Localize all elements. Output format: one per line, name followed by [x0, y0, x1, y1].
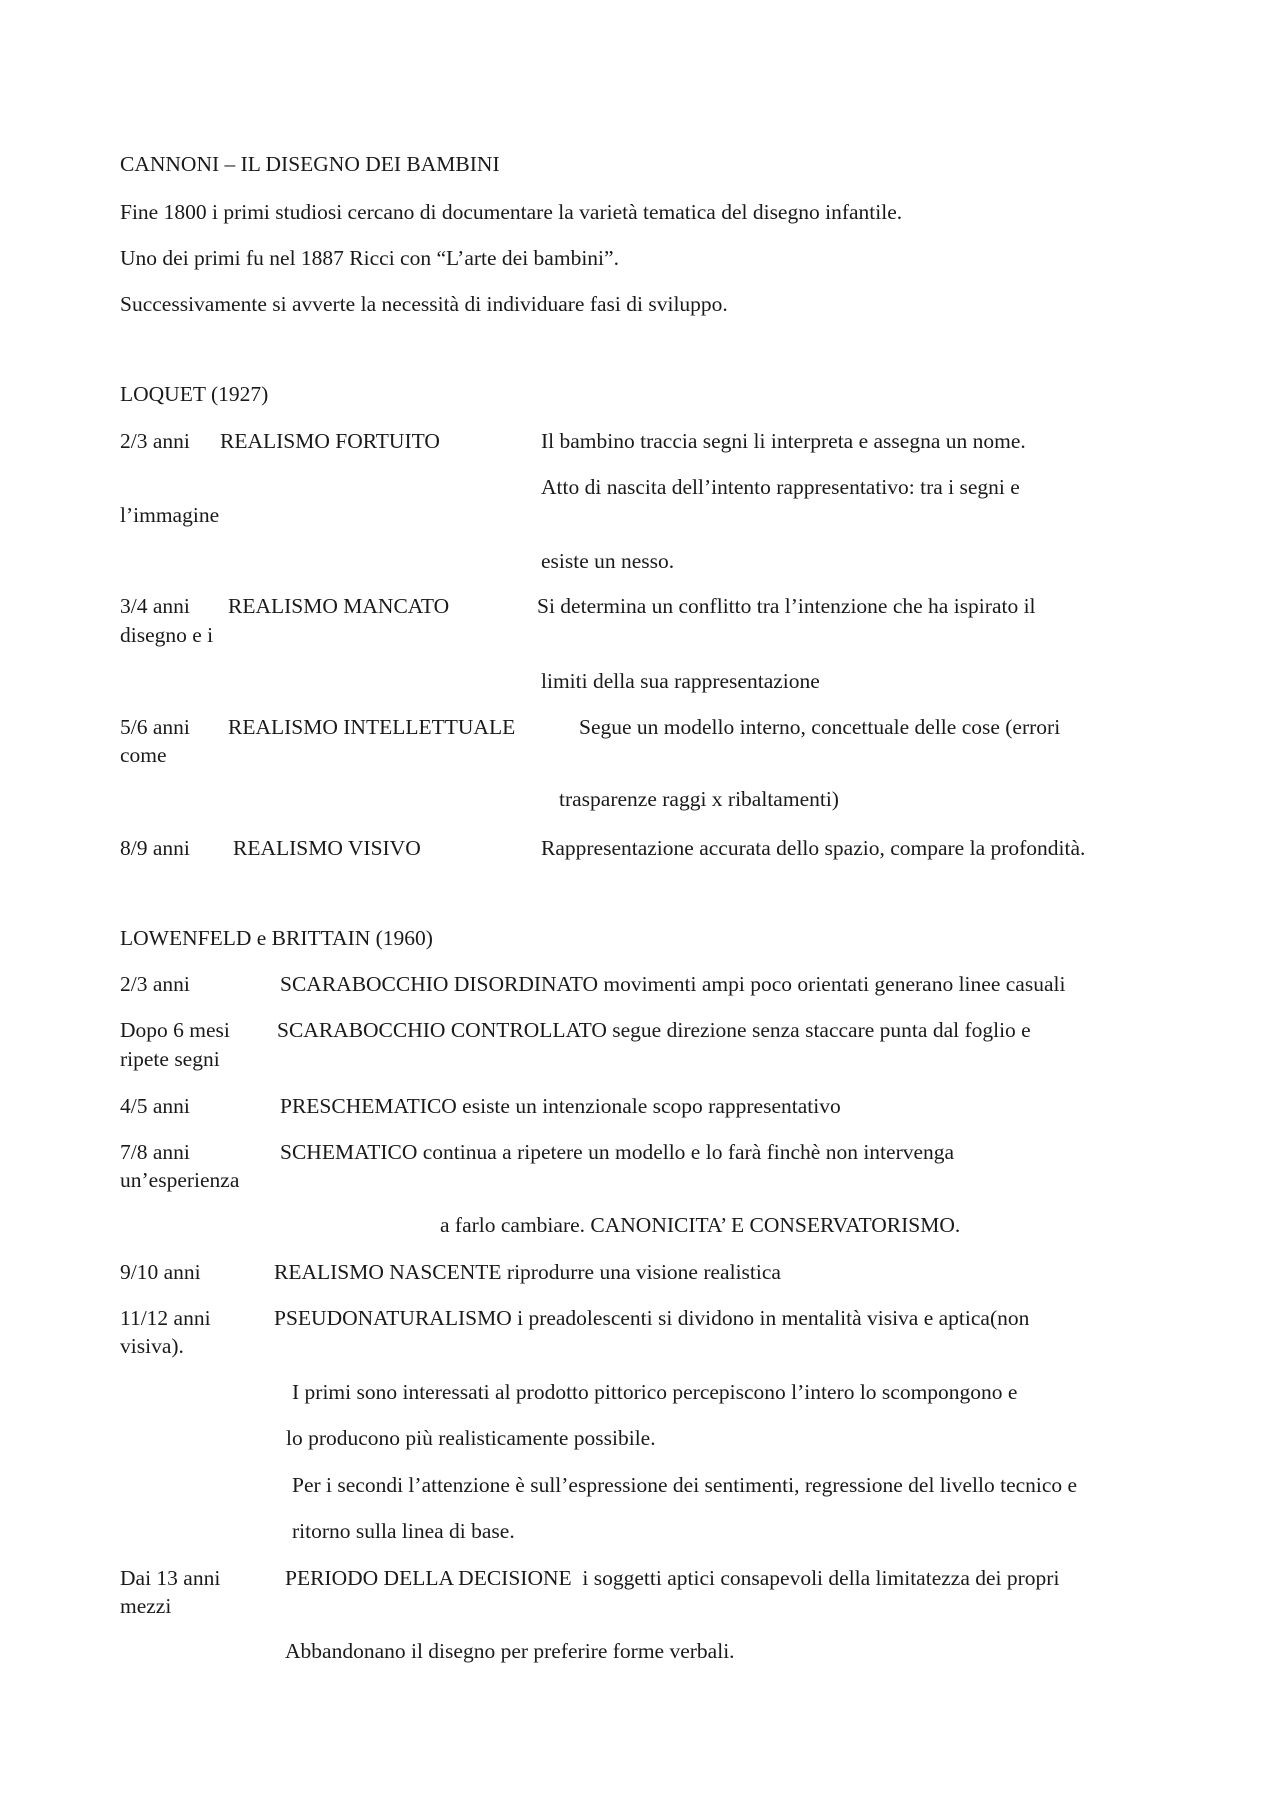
intro-line-2: Uno dei primi fu nel 1887 Ricci con “L’arte dei bambini”. — [120, 246, 619, 270]
lowenfeld-age: 9/10 anni — [120, 1260, 201, 1284]
loquet-age: 3/4 anni — [120, 594, 190, 618]
loquet-heading: LOQUET (1927) — [120, 382, 269, 406]
loquet-stage: REALISMO MANCATO — [228, 594, 450, 618]
loquet-description: l’immagine — [120, 503, 220, 527]
loquet-description: Rappresentazione accurata dello spazio, compare la profondità. — [541, 836, 1086, 860]
loquet-description: Segue un modello interno, concettuale delle cose (errori — [579, 715, 1061, 739]
lowenfeld-description: SCARABOCCHIO DISORDINATO movimenti ampi poco orientati generano linee casuali — [280, 972, 1066, 996]
lowenfeld-description: a farlo cambiare. CANONICITA’ E CONSERVATORISMO. — [440, 1213, 961, 1237]
lowenfeld-description: Per i secondi l’attenzione è sull’espressione dei sentimenti, regressione del livello tecnico e — [292, 1473, 1078, 1497]
lowenfeld-description: SCHEMATICO continua a ripetere un modello e lo farà finchè non intervenga — [280, 1140, 955, 1164]
lowenfeld-description: PSEUDONATURALISMO i preadolescenti si dividono in mentalità visiva e aptica(non — [274, 1306, 1030, 1330]
lowenfeld-age: Dai 13 anni — [120, 1566, 221, 1590]
lowenfeld-age: Dopo 6 mesi — [120, 1018, 230, 1042]
loquet-description: disegno e i — [120, 623, 214, 647]
lowenfeld-description: Abbandonano il disegno per preferire forme verbali. — [285, 1639, 735, 1663]
intro-line-3: Successivamente si avverte la necessità di individuare fasi di sviluppo. — [120, 292, 728, 316]
intro-line-1: Fine 1800 i primi studiosi cercano di documentare la varietà tematica del disegno infantile. — [120, 200, 903, 224]
lowenfeld-description: lo producono più realisticamente possibile. — [286, 1426, 656, 1450]
loquet-description: Atto di nascita dell’intento rappresentativo: tra i segni e — [541, 475, 1020, 499]
loquet-description: Si determina un conflitto tra l’intenzione che ha ispirato il — [537, 594, 1036, 618]
lowenfeld-age: 7/8 anni — [120, 1140, 190, 1164]
document-title: CANNONI – IL DISEGNO DEI BAMBINI — [120, 152, 500, 176]
loquet-age: 8/9 anni — [120, 836, 190, 860]
lowenfeld-description: mezzi — [120, 1594, 172, 1618]
loquet-description: trasparenze raggi x ribaltamenti) — [559, 787, 839, 811]
lowenfeld-description: ripete segni — [120, 1047, 220, 1071]
lowenfeld-description: PERIODO DELLA DECISIONE i soggetti aptici consapevoli della limitatezza dei propri — [285, 1566, 1060, 1590]
lowenfeld-description: ritorno sulla linea di base. — [292, 1519, 515, 1543]
lowenfeld-heading: LOWENFELD e BRITTAIN (1960) — [120, 926, 433, 950]
loquet-description: esiste un nesso. — [541, 549, 675, 573]
lowenfeld-description: I primi sono interessati al prodotto pittorico percepiscono l’intero lo scompongono e — [292, 1380, 1018, 1404]
lowenfeld-description: REALISMO NASCENTE riprodurre una visione realistica — [274, 1260, 781, 1284]
lowenfeld-description: un’esperienza — [120, 1168, 240, 1192]
loquet-stage: REALISMO INTELLETTUALE — [228, 715, 516, 739]
lowenfeld-description: SCARABOCCHIO CONTROLLATO segue direzione senza staccare punta dal foglio e — [277, 1018, 1031, 1042]
loquet-age: 2/3 anni — [120, 429, 190, 453]
loquet-stage: REALISMO VISIVO — [233, 836, 421, 860]
loquet-stage: REALISMO FORTUITO — [220, 429, 440, 453]
lowenfeld-age: 2/3 anni — [120, 972, 190, 996]
loquet-description: Il bambino traccia segni li interpreta e assegna un nome. — [541, 429, 1026, 453]
lowenfeld-age: 4/5 anni — [120, 1094, 190, 1118]
loquet-description: come — [120, 743, 167, 767]
lowenfeld-description: PRESCHEMATICO esiste un intenzionale scopo rappresentativo — [280, 1094, 841, 1118]
loquet-description: limiti della sua rappresentazione — [541, 669, 820, 693]
loquet-age: 5/6 anni — [120, 715, 190, 739]
lowenfeld-age: 11/12 anni — [120, 1306, 211, 1330]
lowenfeld-description: visiva). — [120, 1334, 184, 1358]
